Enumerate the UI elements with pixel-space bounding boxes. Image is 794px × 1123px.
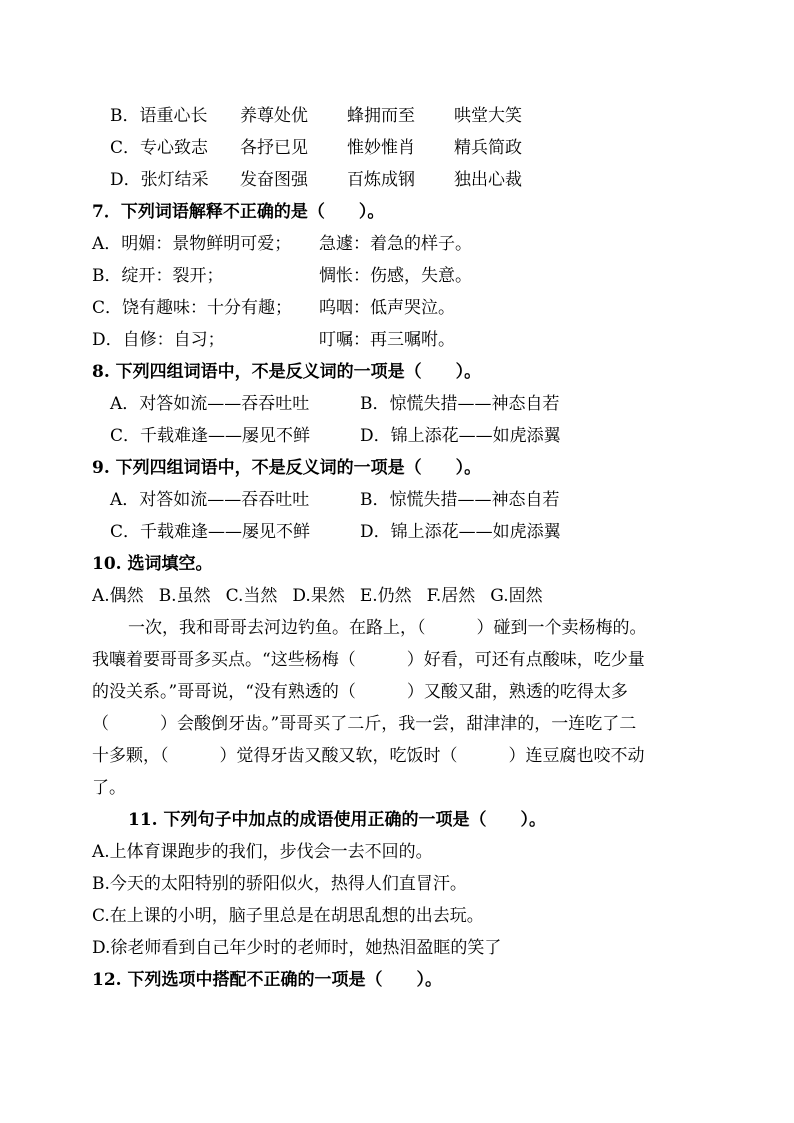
q8-row-1 — [110, 388, 560, 420]
q10-choice-b: B.虽然 — [158, 586, 211, 606]
q8-option-b: B．惊慌失措——神态自若 — [360, 394, 560, 414]
q6-option-b — [110, 100, 522, 132]
q9-option-b: B．惊慌失措——神态自若 — [360, 490, 560, 510]
q9-option-c: C．千载难逢——屡见不鲜 — [110, 522, 311, 542]
q6-option-c-word-3: 惟妙惟肖 — [347, 138, 415, 158]
q7-option-c — [92, 292, 455, 324]
q7-option-a-right: 急遽：着急的样子。 — [319, 234, 472, 254]
q7-option-c-left: C．饶有趣味：十分有趣； — [92, 298, 293, 318]
q8-option-c: C．千载难逢——屡见不鲜 — [110, 426, 311, 446]
q11-option-d: D.徐老师看到自己年少时的老师时，她热泪盈眶的笑了 — [92, 938, 502, 958]
q7-title: 7．下列词语解释不正确的是（ ）。 — [92, 202, 385, 222]
q11-option-b: B.今天的太阳特别的骄阳似火，热得人们直冒汗。 — [92, 874, 467, 894]
q10-choice-e: E.仍然 — [359, 586, 412, 606]
q9-option-d: D．锦上添花——如虎添翼 — [360, 522, 561, 542]
q10-passage-line-3: 的没关系。”哥哥说，“没有熟透的（ ）又酸又甜，熟透的吃得太多 — [92, 682, 628, 702]
q10-choice-f: F.居然 — [426, 586, 476, 606]
q10-passage-line-5: 十多颗，（ ）觉得牙齿又酸又软，吃饭时（ ）连豆腐也咬不动 — [92, 746, 645, 766]
q6-option-b-word-2: 养尊处优 — [240, 106, 308, 126]
q6-option-c-word-1: C．专心致志 — [110, 138, 209, 158]
q6-option-b-word-3: 蜂拥而至 — [347, 106, 415, 126]
q8-title: 8. 下列四组词语中，不是反义词的一项是（ ）。 — [92, 362, 482, 382]
q8-option-a: A．对答如流——吞吞吐吐 — [110, 394, 310, 414]
q10-choices — [92, 580, 558, 612]
q6-option-d-word-4: 独出心裁 — [454, 170, 522, 190]
q7-option-b-left: B．绽开：裂开； — [92, 266, 224, 286]
q7-option-a-left: A．明媚：景物鲜明可爱； — [92, 234, 292, 254]
q7-option-c-right: 呜咽：低声哭泣。 — [319, 298, 455, 318]
q11-title: 11. 下列句子中加点的成语使用正确的一项是（ ）。 — [128, 810, 546, 830]
q9-row-1 — [110, 484, 560, 516]
q6-option-c-word-2: 各抒已见 — [240, 138, 308, 158]
q11-option-a: A.上体育课跑步的我们，步伐会一去不回的。 — [92, 842, 433, 862]
q10-passage-line-4: （ ）会酸倒牙齿。”哥哥买了二斤，我一尝，甜津津的，一连吃了二 — [92, 714, 637, 734]
q10-passage-line-2: 我嚷着要哥哥多买点。“这些杨梅（ ）好看，可还有点酸味，吃少量 — [92, 650, 645, 670]
q6-option-b-word-4: 哄堂大笑 — [454, 106, 522, 126]
q10-choice-d: D.果然 — [292, 586, 345, 606]
q6-option-d — [110, 164, 522, 196]
q7-option-b-right: 惆怅：伤感，失意。 — [319, 266, 472, 286]
q7-option-a — [92, 228, 472, 260]
q8-option-d: D．锦上添花——如虎添翼 — [360, 426, 561, 446]
q10-choice-c: C.当然 — [225, 586, 278, 606]
q7-option-b — [92, 260, 472, 292]
q10-passage-line-1: 一次，我和哥哥去河边钓鱼。在路上，（ ）碰到一个卖杨梅的。 — [128, 618, 647, 638]
q7-option-d-left: D．自修：自习； — [92, 330, 225, 350]
q10-choice-a: A.偶然 — [92, 586, 144, 606]
q10-passage-line-6: 了。 — [92, 778, 126, 798]
q11-option-c: C.在上课的小明，脑子里总是在胡思乱想的出去玩。 — [92, 906, 484, 926]
q6-option-d-word-2: 发奋图强 — [240, 170, 308, 190]
q10-title: 10. 选词填空。 — [92, 554, 213, 574]
q9-option-a: A．对答如流——吞吞吐吐 — [110, 490, 310, 510]
q9-row-2 — [110, 516, 561, 548]
q10-choice-g: G.固然 — [490, 586, 543, 606]
q12-title: 12. 下列选项中搭配不正确的一项是（ ）。 — [92, 970, 442, 990]
q6-option-d-word-3: 百炼成钢 — [347, 170, 415, 190]
q6-option-c-word-4: 精兵简政 — [454, 138, 522, 158]
q6-option-d-word-1: D．张灯结采 — [110, 170, 209, 190]
q7-option-d-right: 叮嘱：再三嘱咐。 — [319, 330, 455, 350]
q9-title: 9. 下列四组词语中，不是反义词的一项是（ ）。 — [92, 458, 482, 478]
q7-option-d — [92, 324, 455, 356]
q8-row-2 — [110, 420, 561, 452]
q6-option-b-word-1: B．语重心长 — [110, 106, 208, 126]
q6-option-c — [110, 132, 522, 164]
